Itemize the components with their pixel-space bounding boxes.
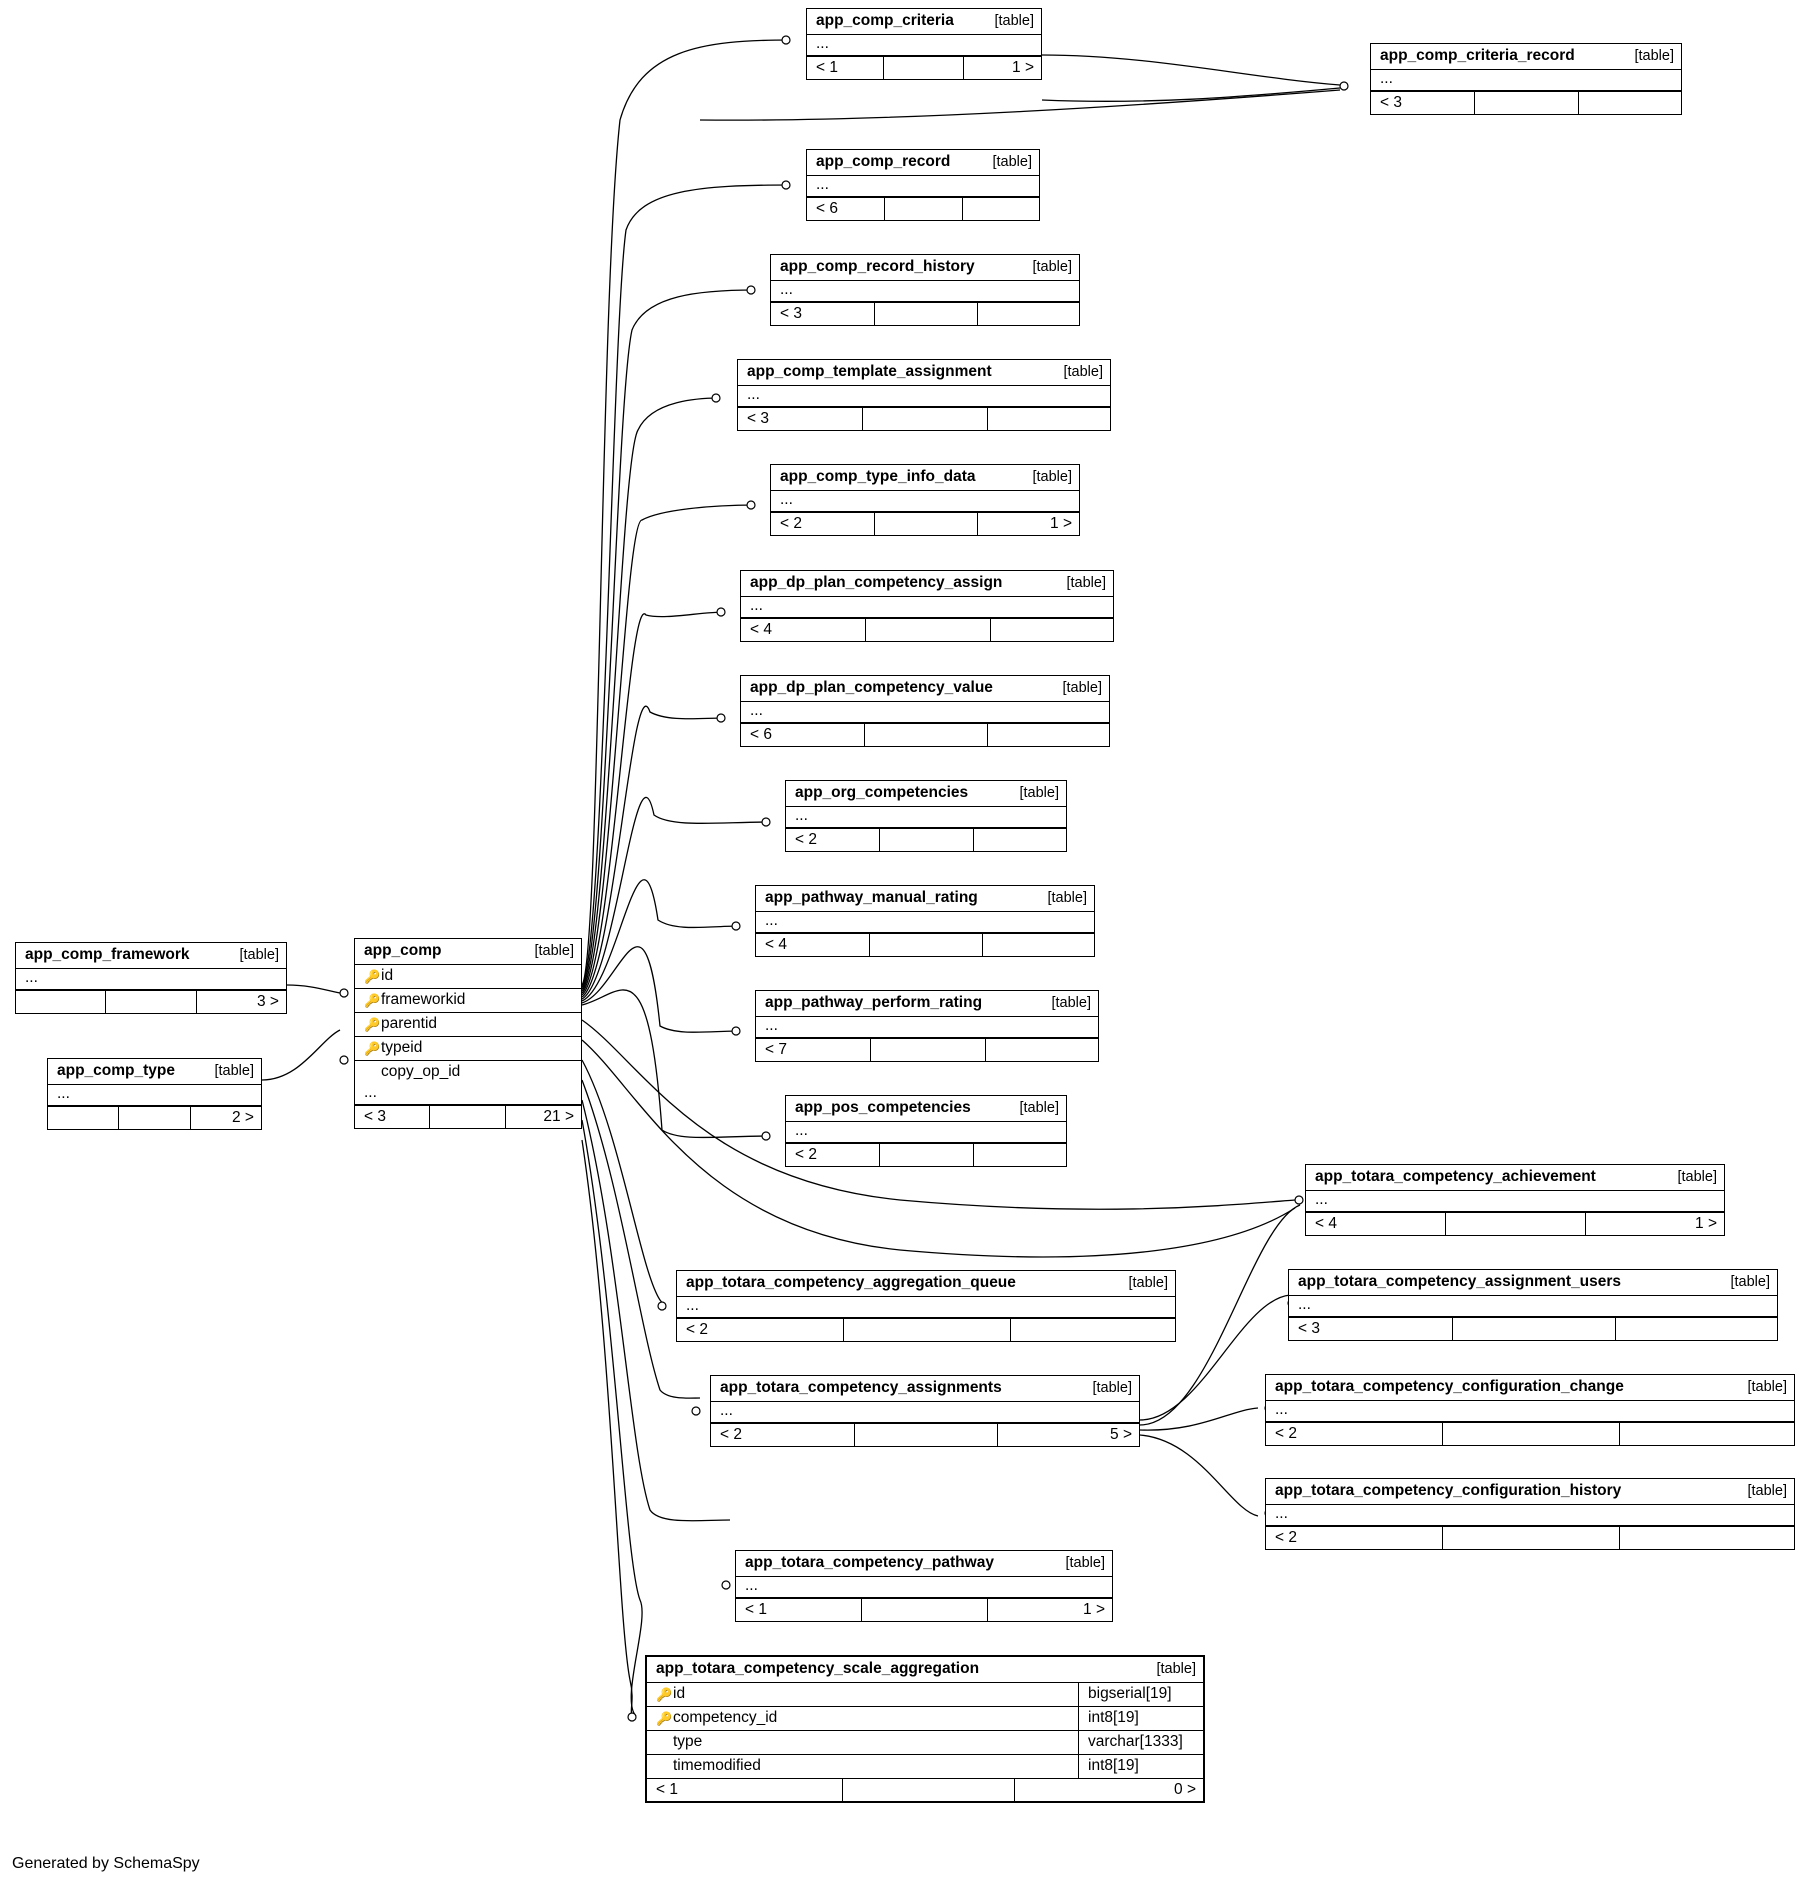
column-name: id — [381, 967, 394, 984]
table-footer — [756, 1038, 1098, 1061]
table-columns-collapsed: ... — [355, 1084, 581, 1105]
table-tag: [table] — [214, 1063, 254, 1079]
table-header — [1306, 1165, 1724, 1191]
no-key-icon — [656, 1736, 669, 1749]
footer-right — [1011, 1319, 1175, 1341]
footer-mid — [1443, 1527, 1620, 1549]
table-header — [771, 465, 1079, 491]
table-footer — [738, 407, 1110, 430]
table-columns-collapsed: ... — [16, 969, 286, 990]
footer-right: 5 > — [1110, 1426, 1132, 1444]
table-footer — [756, 933, 1094, 956]
footer-right: 3 > — [257, 993, 279, 1011]
table-header — [647, 1657, 1203, 1683]
table-columns-collapsed: ... — [1306, 1191, 1724, 1212]
table-app_comp_criteria_record[interactable] — [1370, 43, 1682, 115]
table-header — [741, 571, 1113, 597]
footer-mid — [885, 198, 963, 220]
table-column-row — [647, 1707, 1203, 1731]
footer-right — [988, 408, 1110, 430]
table-app_pos_competencies[interactable] — [785, 1095, 1067, 1167]
footer-left: < 4 — [741, 619, 866, 641]
table-columns — [647, 1683, 1203, 1778]
table-title: app_totara_competency_configuration_change — [1275, 1378, 1624, 1395]
table-columns-collapsed: ... — [741, 597, 1113, 618]
table-tag: [table] — [1128, 1275, 1168, 1291]
footer-right — [983, 934, 1094, 956]
table-title: app_totara_competency_aggregation_queue — [686, 1274, 1016, 1291]
footer-mid — [1475, 92, 1579, 114]
table-columns-collapsed: ... — [771, 491, 1079, 512]
table-footer — [48, 1106, 261, 1129]
table-header — [756, 991, 1098, 1017]
table-columns-collapsed: ... — [1266, 1505, 1794, 1526]
footer-mid — [884, 57, 963, 79]
table-footer — [771, 302, 1079, 325]
table-app_totara_competency_achievement[interactable] — [1305, 1164, 1725, 1236]
table-tag: [table] — [1066, 575, 1106, 591]
footer-right — [1620, 1527, 1794, 1549]
footer-right: 1 > — [1083, 1601, 1105, 1619]
column-type: bigserial[19] — [1078, 1683, 1203, 1706]
table-title: app_comp_type — [57, 1062, 176, 1079]
table-header — [1266, 1479, 1794, 1505]
table-header — [1371, 44, 1681, 70]
table-header — [771, 255, 1079, 281]
table-footer — [807, 56, 1041, 79]
footer-mid — [865, 724, 988, 746]
table-title: app_pathway_perform_rating — [765, 994, 983, 1011]
table-app_comp_type[interactable] — [47, 1058, 262, 1130]
footer-right — [986, 1039, 1098, 1061]
table-tag: [table] — [992, 154, 1032, 170]
table-footer — [677, 1318, 1175, 1341]
table-header — [1266, 1375, 1794, 1401]
table-header — [741, 676, 1109, 702]
footer-right — [974, 829, 1066, 851]
footer-right — [1620, 1423, 1794, 1445]
table-tag: [table] — [1677, 1169, 1717, 1185]
table-columns-collapsed: ... — [736, 1577, 1112, 1598]
table-app_comp_type_info_data[interactable] — [770, 464, 1080, 536]
table-title: app_totara_competency_achievement — [1315, 1168, 1596, 1185]
table-header — [738, 360, 1110, 386]
table-app_totara_competency_assignments[interactable] — [710, 1375, 1140, 1447]
footer-mid — [855, 1424, 998, 1446]
table-column-row — [647, 1731, 1203, 1755]
table-footer — [1306, 1212, 1724, 1235]
table-app_pathway_manual_rating[interactable] — [755, 885, 1095, 957]
footer-right — [963, 198, 1039, 220]
table-header — [1289, 1270, 1777, 1296]
footer-mid — [875, 513, 978, 535]
table-title: app_comp_criteria_record — [1380, 47, 1575, 64]
table-app_comp_framework[interactable] — [15, 942, 287, 1014]
footer-left: < 3 — [355, 1106, 430, 1128]
table-columns-collapsed: ... — [756, 1017, 1098, 1038]
table-tag: [table] — [1730, 1274, 1770, 1290]
footer-left: < 3 — [1371, 92, 1475, 114]
footer-left: < 3 — [738, 408, 863, 430]
table-app_org_competencies[interactable] — [785, 780, 1067, 852]
footer-mid — [866, 619, 991, 641]
footer-right — [991, 619, 1113, 641]
footer-mid — [880, 1144, 974, 1166]
footer-left: < 2 — [1266, 1527, 1443, 1549]
table-footer — [786, 828, 1066, 851]
foreign-key-icon: 🔑 — [656, 1710, 673, 1726]
table-footer — [647, 1778, 1203, 1801]
table-title: app_comp_record_history — [780, 258, 975, 275]
table-columns-collapsed: ... — [1289, 1296, 1777, 1317]
table-header — [677, 1271, 1175, 1297]
footer-right — [1616, 1318, 1777, 1340]
table-header — [756, 886, 1094, 912]
table-footer — [1266, 1422, 1794, 1445]
table-column-row — [355, 1037, 581, 1061]
table-app_totara_competency_scale_aggregation[interactable] — [645, 1655, 1205, 1803]
table-tag: [table] — [1747, 1379, 1787, 1395]
generated-by-credit: Generated by SchemaSpy — [12, 1855, 200, 1872]
table-tag: [table] — [1634, 48, 1674, 64]
table-header — [807, 150, 1039, 176]
table-tag: [table] — [1019, 1100, 1059, 1116]
footer-left: < 6 — [741, 724, 865, 746]
foreign-key-icon: 🔑 — [364, 1016, 381, 1032]
footer-right: 1 > — [1695, 1215, 1717, 1233]
footer-mid — [1453, 1318, 1616, 1340]
table-app_comp[interactable] — [354, 938, 582, 1129]
table-app_totara_competency_configuration_change[interactable] — [1265, 1374, 1795, 1446]
table-title: app_dp_plan_competency_assign — [750, 574, 1003, 591]
footer-mid — [430, 1106, 505, 1128]
table-title: app_totara_competency_assignment_users — [1298, 1273, 1622, 1290]
footer-left: < 4 — [1306, 1213, 1446, 1235]
column-name: competency_id — [673, 1709, 778, 1726]
footer-right — [974, 1144, 1066, 1166]
table-app_comp_criteria[interactable] — [806, 8, 1042, 80]
footer-left — [16, 991, 106, 1013]
table-column-row — [355, 1061, 581, 1084]
table-columns-collapsed: ... — [1371, 70, 1681, 91]
table-title: app_dp_plan_competency_value — [750, 679, 993, 696]
table-header — [736, 1551, 1112, 1577]
table-tag: [table] — [1047, 890, 1087, 906]
table-tag: [table] — [1032, 469, 1072, 485]
table-tag: [table] — [1032, 259, 1072, 275]
footer-right: 21 > — [543, 1108, 575, 1126]
table-header — [48, 1059, 261, 1085]
primary-key-icon: 🔑 — [656, 1686, 673, 1702]
table-footer — [736, 1598, 1112, 1621]
table-title: app_comp_criteria — [816, 12, 954, 29]
table-footer — [741, 618, 1113, 641]
footer-left: < 4 — [756, 934, 870, 956]
footer-left: < 6 — [807, 198, 885, 220]
table-footer — [1266, 1526, 1794, 1549]
footer-left: < 1 — [807, 57, 884, 79]
no-key-icon — [364, 1066, 377, 1079]
table-tag: [table] — [1156, 1661, 1196, 1677]
column-name: type — [673, 1733, 703, 1750]
footer-right: 1 > — [1012, 59, 1034, 77]
table-header — [16, 943, 286, 969]
column-name: copy_op_id — [381, 1063, 461, 1080]
footer-left: < 2 — [786, 829, 880, 851]
table-footer — [711, 1423, 1139, 1446]
table-column-row — [355, 989, 581, 1013]
table-columns-collapsed: ... — [756, 912, 1094, 933]
column-name: frameworkid — [381, 991, 466, 1008]
column-type: int8[19] — [1078, 1755, 1203, 1778]
footer-mid — [119, 1107, 190, 1129]
table-tag: [table] — [1747, 1483, 1787, 1499]
footer-mid — [844, 1319, 1011, 1341]
table-column-row — [647, 1683, 1203, 1707]
footer-left: < 2 — [786, 1144, 880, 1166]
table-columns-collapsed: ... — [48, 1085, 261, 1106]
footer-right: 0 > — [1174, 1781, 1196, 1798]
table-app_totara_competency_aggregation_queue[interactable] — [676, 1270, 1176, 1342]
table-header — [355, 939, 581, 965]
table-title: app_pos_competencies — [795, 1099, 971, 1116]
table-header — [786, 781, 1066, 807]
footer-mid — [106, 991, 196, 1013]
table-app_dp_plan_competency_assign[interactable] — [740, 570, 1114, 642]
table-title: app_totara_competency_scale_aggregation — [656, 1660, 980, 1677]
footer-left: < 3 — [771, 303, 875, 325]
table-app_comp_template_assignment[interactable] — [737, 359, 1111, 431]
foreign-key-icon: 🔑 — [364, 1040, 381, 1056]
footer-mid — [843, 1779, 1015, 1801]
table-columns-collapsed: ... — [771, 281, 1079, 302]
table-columns-collapsed: ... — [711, 1402, 1139, 1423]
table-tag: [table] — [239, 947, 279, 963]
table-footer — [786, 1143, 1066, 1166]
footer-left: < 1 — [647, 1779, 843, 1801]
table-footer — [16, 990, 286, 1013]
table-title: app_org_competencies — [795, 784, 969, 801]
table-title: app_comp_framework — [25, 946, 190, 963]
footer-left: < 7 — [756, 1039, 871, 1061]
footer-left: < 2 — [677, 1319, 844, 1341]
table-app_pathway_perform_rating[interactable] — [755, 990, 1099, 1062]
table-columns-collapsed: ... — [807, 35, 1041, 56]
footer-mid — [862, 1599, 988, 1621]
column-name: typeid — [381, 1039, 423, 1056]
column-name: parentid — [381, 1015, 438, 1032]
table-columns-collapsed: ... — [786, 807, 1066, 828]
table-tag: [table] — [1063, 364, 1103, 380]
table-header — [807, 9, 1041, 35]
table-app_totara_competency_pathway[interactable] — [735, 1550, 1113, 1622]
footer-mid — [880, 829, 974, 851]
table-app_totara_competency_configuration_history[interactable] — [1265, 1478, 1795, 1550]
footer-right: 2 > — [232, 1109, 254, 1127]
table-column-row — [647, 1755, 1203, 1778]
column-type: varchar[1333] — [1078, 1731, 1203, 1754]
footer-right — [988, 724, 1109, 746]
table-header — [711, 1376, 1139, 1402]
table-title: app_totara_competency_assignments — [720, 1379, 1002, 1396]
table-footer — [741, 723, 1109, 746]
footer-left: < 3 — [1289, 1318, 1453, 1340]
footer-mid — [863, 408, 988, 430]
footer-left — [48, 1107, 119, 1129]
table-columns — [355, 965, 581, 1084]
table-columns-collapsed: ... — [1266, 1401, 1794, 1422]
footer-left: < 2 — [1266, 1423, 1443, 1445]
footer-mid — [875, 303, 978, 325]
table-title: app_pathway_manual_rating — [765, 889, 978, 906]
table-app_comp_record[interactable] — [806, 149, 1040, 221]
column-type: int8[19] — [1078, 1707, 1203, 1730]
table-title: app_comp — [364, 942, 442, 959]
foreign-key-icon: 🔑 — [364, 992, 381, 1008]
table-columns-collapsed: ... — [786, 1122, 1066, 1143]
footer-mid — [1446, 1213, 1586, 1235]
table-app_comp_record_history[interactable] — [770, 254, 1080, 326]
table-footer — [355, 1105, 581, 1128]
table-tag: [table] — [1062, 680, 1102, 696]
table-footer — [1371, 91, 1681, 114]
table-title: app_comp_type_info_data — [780, 468, 976, 485]
footer-left: < 2 — [771, 513, 875, 535]
table-header — [786, 1096, 1066, 1122]
table-app_dp_plan_competency_value[interactable] — [740, 675, 1110, 747]
table-tag: [table] — [1051, 995, 1091, 1011]
footer-right — [978, 303, 1079, 325]
primary-key-icon: 🔑 — [364, 968, 381, 984]
table-tag: [table] — [534, 943, 574, 959]
table-tag: [table] — [1065, 1555, 1105, 1571]
table-columns-collapsed: ... — [677, 1297, 1175, 1318]
table-tag: [table] — [994, 13, 1034, 29]
table-column-row — [355, 965, 581, 989]
footer-left: < 2 — [711, 1424, 855, 1446]
table-columns-collapsed: ... — [807, 176, 1039, 197]
table-footer — [1289, 1317, 1777, 1340]
column-name: id — [673, 1685, 686, 1702]
table-tag: [table] — [1092, 1380, 1132, 1396]
table-title: app_totara_competency_configuration_history — [1275, 1482, 1622, 1499]
table-columns-collapsed: ... — [738, 386, 1110, 407]
no-key-icon — [656, 1760, 669, 1773]
footer-mid — [1443, 1423, 1620, 1445]
table-tag: [table] — [1019, 785, 1059, 801]
footer-mid — [870, 934, 983, 956]
table-column-row — [355, 1013, 581, 1037]
footer-left: < 1 — [736, 1599, 862, 1621]
column-name: timemodified — [673, 1757, 761, 1774]
table-title: app_comp_template_assignment — [747, 363, 992, 380]
table-title: app_totara_competency_pathway — [745, 1554, 994, 1571]
table-footer — [807, 197, 1039, 220]
footer-right — [1579, 92, 1681, 114]
footer-right: 1 > — [1050, 515, 1072, 533]
table-columns-collapsed: ... — [741, 702, 1109, 723]
table-app_totara_competency_assignment_users[interactable] — [1288, 1269, 1778, 1341]
footer-mid — [871, 1039, 986, 1061]
table-footer — [771, 512, 1079, 535]
table-title: app_comp_record — [816, 153, 951, 170]
